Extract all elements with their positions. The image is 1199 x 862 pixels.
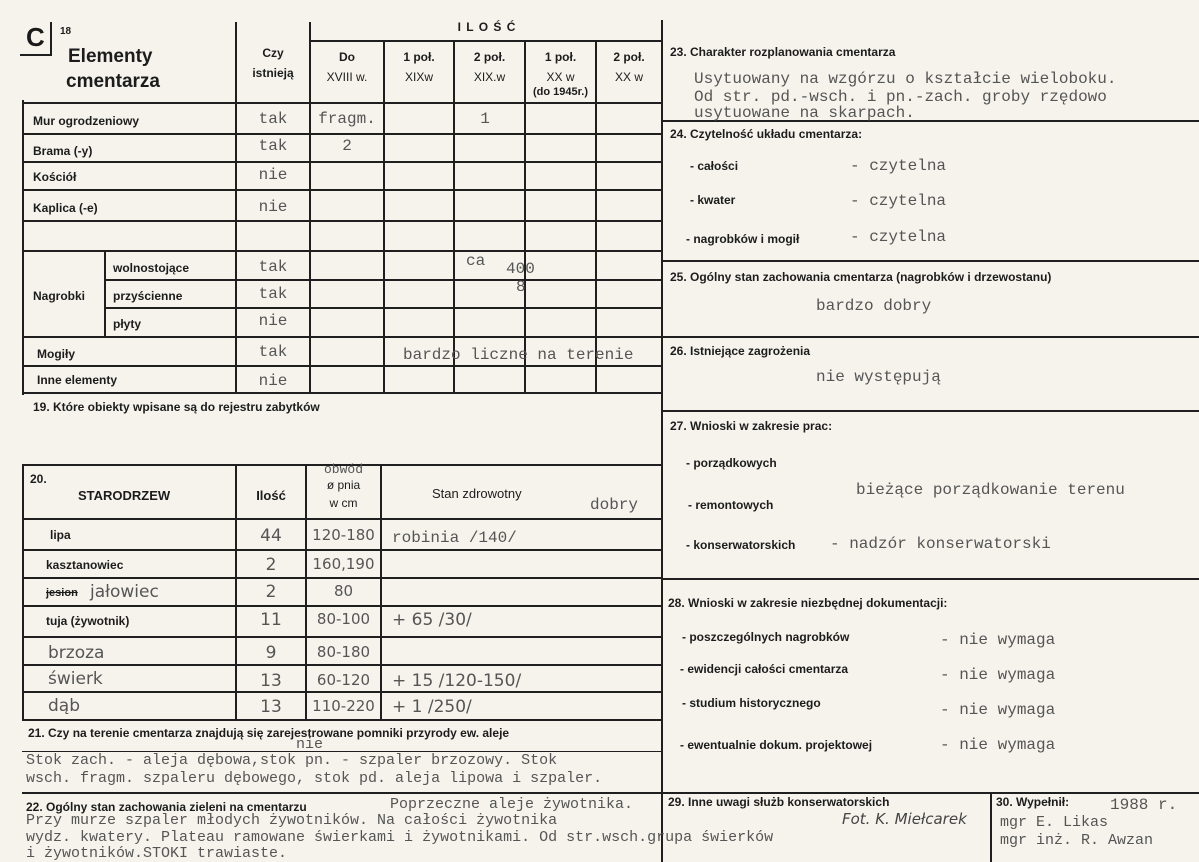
- s25-label: 25. Ogólny stan zachowania cmentarza (nagrobków i drzewostanu): [670, 270, 1052, 284]
- s23-label: 23. Charakter rozplanowania cmentarza: [670, 45, 896, 59]
- s28-item-label: - ewidencji całości cmentarza: [680, 662, 849, 676]
- grid-line: [380, 464, 382, 719]
- tree-count: 44: [260, 526, 282, 546]
- row-church-exists: nie: [258, 166, 288, 184]
- tree-count: 13: [260, 697, 282, 717]
- tree-name: tuja (żywotnik): [46, 614, 130, 628]
- tree-name: kasztanowiec: [46, 558, 124, 572]
- s28-item-label: - ewentualnie dokum. projektowej: [680, 738, 873, 752]
- card-title-line2: cmentarza: [66, 71, 160, 92]
- tree-count: 2: [265, 555, 277, 575]
- grid-line: [22, 719, 663, 721]
- s28-item-value: - nie wymaga: [940, 631, 1056, 649]
- header-exists-2: istnieją: [252, 66, 294, 80]
- grid-line: [595, 40, 597, 392]
- period-1-l2: XVIII w.: [326, 70, 368, 84]
- nagrobki-8: 8: [516, 278, 526, 296]
- mogily-note: bardzo liczne na terenie: [403, 346, 634, 364]
- s21-text1: Stok zach. - aleja dębowa,stok pn. - szpaler brzozowy. Stok: [26, 752, 558, 769]
- nagrobki-wall-label: przyścienne: [113, 289, 183, 303]
- grid-line: [22, 577, 663, 579]
- s23-text3: usytuowane na skarpach.: [694, 104, 915, 122]
- nagrobki-slab-label: płyty: [113, 317, 142, 331]
- s26-value: nie występują: [816, 368, 941, 386]
- nagrobki-400: 400: [506, 260, 535, 278]
- period-2-l1: 1 poł.: [403, 50, 435, 64]
- period-3-l2: XIX.w: [473, 70, 506, 84]
- nagrobki-free-exists: tak: [258, 258, 288, 276]
- inne-label: Inne elementy: [37, 373, 118, 387]
- card-letter: C: [20, 22, 52, 56]
- row-label-wall: Mur ogrodzeniowy: [33, 114, 139, 128]
- grid-line: [22, 664, 663, 666]
- grid-line: [22, 392, 663, 394]
- period-3-l1: 2 poł.: [473, 50, 506, 64]
- tree-name-struck: jesion: [46, 587, 78, 599]
- s28-item-value: - nie wymaga: [940, 736, 1056, 754]
- trees-header-health: Stan zdrowotny: [432, 486, 522, 501]
- header-exists-1: Czy: [262, 46, 284, 60]
- grid-line: [22, 102, 663, 104]
- tree-name: brzoza: [48, 643, 105, 663]
- s24-item-value: - czytelna: [850, 157, 947, 175]
- trees-num: 20.: [30, 472, 47, 486]
- grid-line: [22, 189, 663, 191]
- s27-item-2: - remontowych: [688, 498, 774, 512]
- grid-line: [663, 336, 1199, 338]
- period-5-l1: 2 poł.: [613, 50, 645, 64]
- tree-girth: 80: [333, 582, 354, 600]
- grid-line: [22, 549, 663, 551]
- tree-girth: 110-220: [312, 697, 375, 715]
- tree-girth: 60-120: [316, 671, 371, 689]
- tree-count: 13: [260, 671, 282, 691]
- tree-note: + 15 /120-150/: [392, 671, 522, 691]
- s28-item-value: - nie wymaga: [940, 701, 1056, 719]
- grid-line: [309, 40, 663, 42]
- row-chapel-exists: nie: [258, 198, 288, 216]
- header-quantity: I L O Ś Ć: [457, 20, 517, 34]
- grid-line: [22, 133, 663, 135]
- s28-item-label: - poszczególnych nagrobków: [682, 630, 850, 644]
- grid-line: [22, 336, 663, 338]
- grid-line: [104, 279, 663, 281]
- tree-note: + 65 /30/: [392, 610, 472, 630]
- trees-header-girth-2: ø pnia: [326, 478, 361, 492]
- s23-text1: Usytuowany na wzgórzu o kształcie wieloboku.: [694, 70, 1117, 88]
- s23-text2: Od str. pd.-wsch. i pn.-zach. groby rzędowo: [694, 88, 1107, 106]
- grid-line: [22, 100, 24, 395]
- tree-name: lipa: [50, 528, 71, 542]
- grid-line: [453, 40, 455, 392]
- s22-text0: Poprzeczne aleje żywotnika.: [390, 796, 634, 813]
- s19-label: 19. Które obiekty wpisane są do rejestru zabytków: [33, 400, 320, 414]
- grid-line: [22, 605, 663, 607]
- inne-exists: nie: [258, 372, 288, 390]
- s22-text3: i żywotników.STOKI trawiaste.: [26, 845, 288, 862]
- s27-value12: bieżące porządkowanie terenu: [856, 481, 1125, 499]
- period-4-l3: (do 1945r.): [532, 86, 589, 98]
- grid-line: [383, 40, 385, 392]
- grid-line: [990, 792, 992, 862]
- tree-girth: 120-180: [312, 526, 375, 544]
- s28-item-value: - nie wymaga: [940, 666, 1056, 684]
- trees-header-name: STARODRZEW: [78, 488, 171, 503]
- s29-signature: Fot. K. Miełcarek: [842, 810, 967, 828]
- s27-item-1: - porządkowych: [686, 456, 777, 470]
- row-gate-c1: 2: [342, 137, 352, 155]
- period-4-l1: 1 poł.: [544, 50, 577, 64]
- period-2-l2: XIXw: [404, 70, 433, 84]
- nagrobki-ca: ca: [466, 252, 486, 270]
- grid-line: [663, 410, 1199, 412]
- s24-item-value: - czytelna: [850, 192, 947, 210]
- s21-answer: nie: [296, 736, 324, 753]
- row-gate-exists: tak: [258, 137, 288, 155]
- grid-line: [22, 250, 663, 252]
- s27-item-3: - konserwatorskich: [686, 538, 796, 552]
- tree-girth: 80-180: [316, 643, 371, 661]
- card-number: 18: [60, 26, 72, 37]
- tree-count: 11: [260, 610, 282, 630]
- tree-girth: 160,190: [312, 555, 375, 573]
- grid-line: [22, 792, 1199, 794]
- s24-item-value: - czytelna: [850, 228, 947, 246]
- nagrobki-label: Nagrobki: [33, 289, 86, 303]
- grid-line: [663, 578, 1199, 580]
- s30-person2: mgr inż. R. Awzan: [1000, 832, 1154, 849]
- card-title-line1: Elementy: [68, 46, 153, 67]
- s30-year: 1988 r.: [1110, 796, 1178, 814]
- s21-text2: wsch. fragm. szpaleru dębowego, stok pd. aleja lipowa i szpaler.: [26, 770, 603, 787]
- s25-value: bardzo dobry: [816, 297, 932, 315]
- grid-line: [22, 518, 663, 520]
- s24-item-label: - kwater: [690, 193, 736, 207]
- tree-count: 9: [265, 643, 277, 663]
- mogily-label: Mogiły: [37, 347, 75, 361]
- grid-line: [22, 365, 663, 367]
- row-wall-c3: 1: [480, 110, 490, 128]
- grid-line: [22, 691, 663, 693]
- grid-line: [104, 307, 663, 309]
- tree-count: 2: [265, 582, 277, 602]
- s26-label: 26. Istniejące zagrożenia: [670, 344, 811, 358]
- s29-label: 29. Inne uwagi służb konserwatorskich: [668, 795, 890, 809]
- s27-label: 27. Wnioski w zakresie prac:: [670, 419, 833, 433]
- s24-item-label: - całości: [690, 159, 739, 173]
- tree-note: + 1 /250/: [392, 697, 472, 717]
- nagrobki-free-label: wolnostojące: [113, 261, 190, 275]
- grid-line: [22, 464, 24, 719]
- row-label-gate: Brama (-y): [33, 144, 93, 158]
- grid-line: [22, 636, 663, 638]
- grid-line: [22, 220, 663, 222]
- tree-note: robinia /140/: [392, 529, 517, 547]
- s22-text2: wydz. kwatery. Plateau ramowane świerkami i żywotnikami. Od str.wsch.grupa świerków: [26, 829, 774, 846]
- grid-line: [661, 20, 663, 862]
- grid-line: [663, 260, 1199, 262]
- grid-line: [104, 250, 106, 336]
- s24-label: 24. Czytelność układu cmentarza:: [670, 127, 863, 141]
- s30-label: 30. Wypełnił:: [996, 795, 1070, 809]
- period-1-l1: Do: [339, 50, 355, 64]
- s28-label: 28. Wnioski w zakresie niezbędnej dokumentacji:: [668, 596, 948, 610]
- grid-line: [22, 161, 663, 163]
- s28-item-label: - studium historycznego: [682, 696, 821, 710]
- mogily-exists: tak: [258, 343, 288, 361]
- trees-header-count: Ilość: [256, 488, 286, 503]
- trees-health-value: dobry: [590, 496, 639, 514]
- s27-value3: - nadzór konserwatorski: [830, 535, 1051, 553]
- s30-person1: mgr E. Likas: [1000, 814, 1109, 831]
- row-label-church: Kościół: [33, 170, 77, 184]
- trees-header-girth-3: w cm: [329, 496, 358, 510]
- s22-text1: Przy murze szpaler młodych żywotników. Na całości żywotnika: [26, 812, 558, 829]
- tree-name: dąb: [48, 696, 80, 716]
- period-4-l2: XX w: [546, 70, 575, 84]
- s21-label: 21. Czy na terenie cmentarza znajdują się zarejestrowane pomniki przyrody ew. aleje: [28, 726, 510, 740]
- tree-girth: 80-100: [316, 610, 371, 628]
- s22-label: 22. Ogólny stan zachowania zieleni na cmentarzu: [26, 800, 307, 814]
- period-5-l2: XX w: [614, 70, 643, 84]
- tree-name: jałowiec: [90, 582, 159, 602]
- s24-item-label: - nagrobków i mogił: [686, 232, 800, 246]
- nagrobki-wall-exists: tak: [258, 285, 288, 303]
- row-label-chapel: Kaplica (-e): [33, 201, 98, 215]
- row-wall-c1: fragm.: [318, 110, 376, 128]
- row-wall-exists: tak: [258, 110, 288, 128]
- trees-header-girth-1: obwód: [323, 462, 363, 477]
- tree-name: świerk: [48, 669, 103, 689]
- nagrobki-slab-exists: nie: [258, 312, 288, 330]
